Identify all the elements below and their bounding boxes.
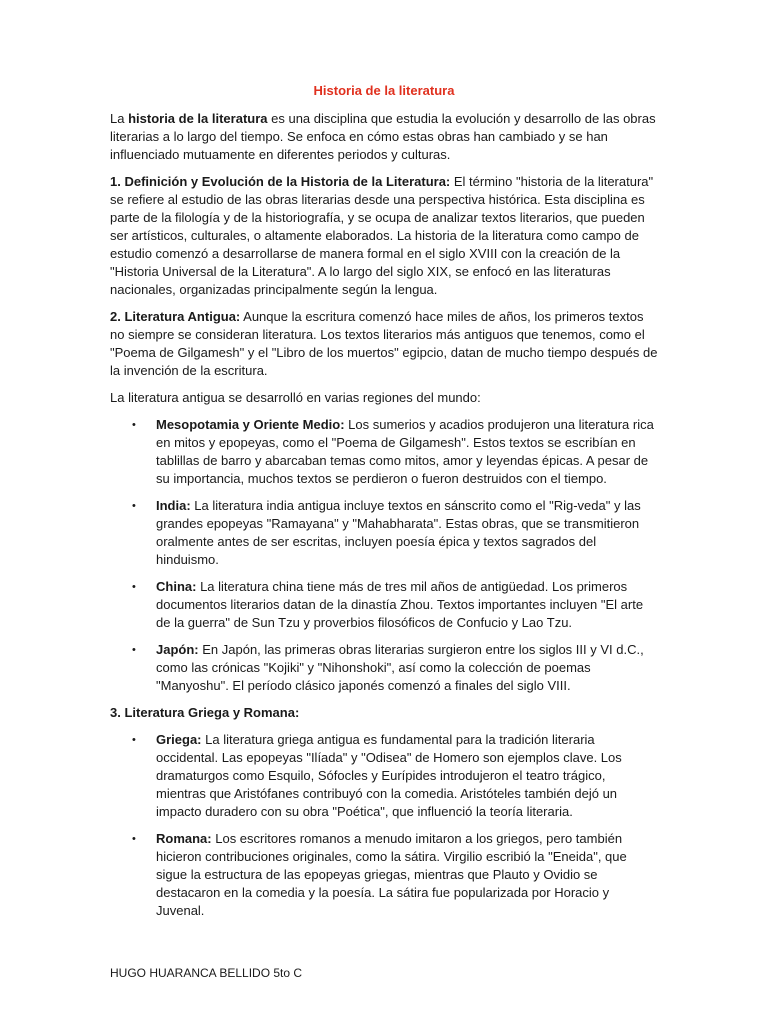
- list-item-text: Los sumerios y acadios produjeron una literatura rica en mitos y epopeyas, como el "Poema de Gilgamesh". Estos textos se escribían en tablillas de barro y abarcaban temas como mitos, amor y leyendas épicas. A pesar de su importancia, muchos textos se perdieron o fueron destruidos con el tiempo.: [156, 417, 654, 486]
- bullet-icon: •: [132, 581, 136, 593]
- section3-heading: 3. Literatura Griega y Romana:: [110, 705, 300, 720]
- ancient-regions-list: [110, 416, 658, 695]
- bullet-icon: •: [132, 419, 136, 431]
- list-item-label: Griega:: [156, 732, 202, 747]
- list-item-label: India:: [156, 498, 191, 513]
- section1-text: El término "historia de la literatura" se refiere al estudio de las obras literarias desde una perspectiva histórica. Esta disciplina es parte de la filología y de la historiografía, y se ocupa de analizar textos literarios, que pueden ser artísticos, culturales, o altamente elaborados. La historia de la literatura como campo de estudio comenzó a desarrollarse de manera formal en el siglo XVIII con la creación de la "Historia Universal de la Literatura". A lo largo del siglo XIX, se enfocó en las literaturas nacionales, organizadas principalmente según la lengua.: [110, 174, 654, 297]
- section1-heading: 1. Definición y Evolución de la Historia de la Literatura:: [110, 174, 451, 189]
- intro-pre: La: [110, 111, 129, 126]
- section2-paragraph: [110, 308, 658, 380]
- document-title: Historia de la literatura: [313, 83, 455, 98]
- greco-roman-list: [110, 731, 658, 920]
- section3-heading-paragraph: [110, 704, 658, 722]
- list-item-label: Japón:: [156, 642, 199, 657]
- intro-paragraph: [110, 110, 658, 164]
- section2-text: Aunque la escritura comenzó hace miles de años, los primeros textos no siempre se consideran literatura. Los textos literarios más antiguos que tenemos, como el "Poema de Gilgamesh" y el "Libro de los muertos" egipcio, datan de mucho tiempo después de la invención de la escritura.: [110, 309, 658, 378]
- section2-lead: La literatura antigua se desarrolló en varias regiones del mundo:: [110, 390, 481, 405]
- list-item-text: La literatura griega antigua es fundamental para la tradición literaria occidental. Las epopeyas "Ilíada" y "Odisea" de Homero son ejemplos clave. Los dramaturgos como Esquilo, Sófocles y Eurípides introdujeron el teatro trágico, mientras que Aristófanes contribuyó con la comedia. Aristóteles también dejó un impacto duradero con su obra "Poética", que influenció la teoría literaria.: [156, 732, 622, 819]
- list-item-label: Mesopotamia y Oriente Medio:: [156, 417, 345, 432]
- list-item-text: La literatura china tiene más de tres mil años de antigüedad. Los primeros documentos literarios datan de la dinastía Zhou. Textos importantes incluyen "El arte de la guerra" de Sun Tzu y proverbios filosóficos de Confucio y Lao Tzu.: [156, 579, 644, 630]
- page-footer: HUGO HUARANCA BELLIDO 5to C: [110, 966, 303, 980]
- list-item-label: Romana:: [156, 831, 212, 846]
- list-item-text: En Japón, las primeras obras literarias surgieron entre los siglos III y VI d.C., como las crónicas "Kojiki" y "Nihonshoki", así como la colección de poemas "Manyoshu". El período clásico japonés comenzó a finales del siglo VIII.: [156, 642, 644, 693]
- list-item: [110, 641, 658, 695]
- section1-paragraph: [110, 173, 658, 299]
- list-item: [110, 731, 658, 821]
- bullet-icon: •: [132, 500, 136, 512]
- list-item: [110, 497, 658, 569]
- bullet-icon: •: [132, 734, 136, 746]
- bullet-icon: •: [132, 833, 136, 845]
- list-item: [110, 578, 658, 632]
- section2-heading: 2. Literatura Antigua:: [110, 309, 241, 324]
- list-item-text: La literatura india antigua incluye textos en sánscrito como el "Rig-veda" y las grandes epopeyas "Ramayana" y "Mahabharata". Estas obras, que se transmitieron oralmente antes de ser escritas, incluyen poesía épica y textos sagrados del hinduismo.: [156, 498, 641, 567]
- list-item: [110, 830, 658, 920]
- list-item-label: China:: [156, 579, 197, 594]
- intro-text: es una disciplina que estudia la evolución y desarrollo de las obras literarias a lo largo del tiempo. Se enfoca en cómo estas obras han cambiado y se han influenciado mutuamente en diferentes periodos y culturas.: [110, 111, 656, 162]
- intro-bold-term: historia de la literatura: [128, 111, 268, 126]
- list-item-text: Los escritores romanos a menudo imitaron a los griegos, pero también hicieron contribuciones originales, como la sátira. Virgilio escribió la "Eneida", que sigue la estructura de las epopeyas griegas, mientras que Plauto y Ovidio se destacaron en la comedia y la poesía. La sátira fue popularizada por Horacio y Juvenal.: [156, 831, 627, 918]
- bullet-icon: •: [132, 644, 136, 656]
- list-item: [110, 416, 658, 488]
- document-body: [110, 82, 658, 929]
